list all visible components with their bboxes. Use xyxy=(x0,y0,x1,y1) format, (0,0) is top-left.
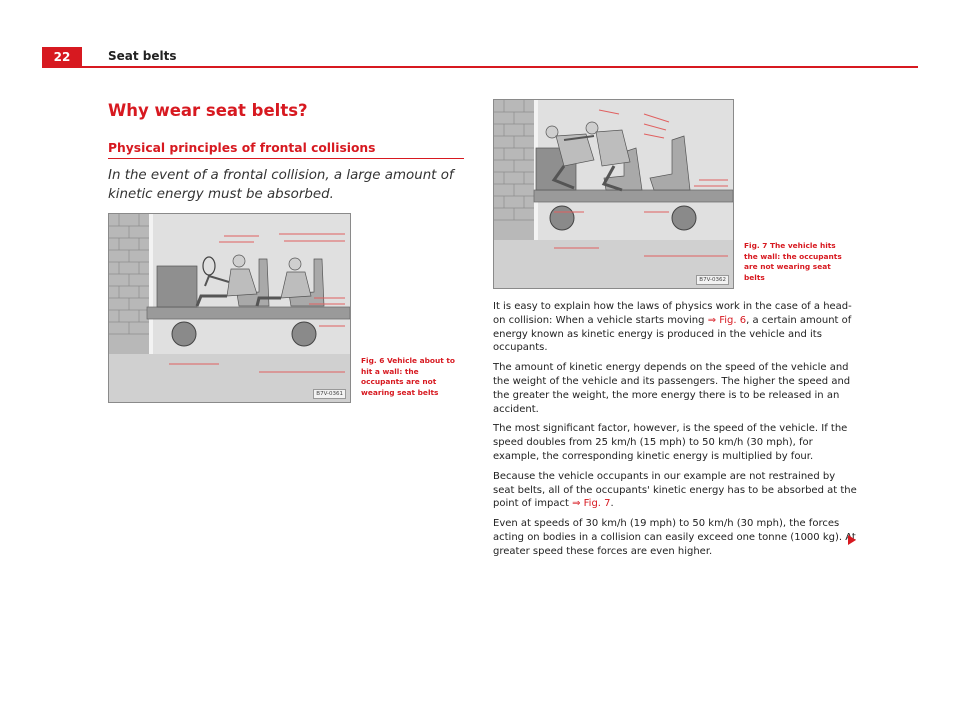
paragraph-4-text-end: . xyxy=(610,498,614,510)
figure-7-caption: Fig. 7 The vehicle hits the wall: the occupants are not wearing seat belts xyxy=(744,241,842,282)
vehicle-impact-drawing xyxy=(494,100,733,288)
figure-7-code: B7V-0362 xyxy=(696,275,729,285)
page-title: Why wear seat belts? xyxy=(108,101,308,120)
paragraph-1 xyxy=(493,300,858,355)
intro-text: In the event of a frontal collision, a large amount of kinetic energy must be absorbed. xyxy=(108,168,454,202)
paragraph-2-text: The amount of kinetic energy depends on the speed of the vehicle and the weight of the vehicle and its passengers. The higher the speed and the greater the weight, the more energy there is to be released in an accident. xyxy=(493,362,851,415)
paragraph-1-text-end: , a certain amount of energy known as kinetic energy is produced in the vehicle and its occupants. xyxy=(493,314,852,354)
section-title: Seat belts xyxy=(108,49,177,63)
figure-6-code: B7V-0361 xyxy=(313,389,346,399)
subheading-rule xyxy=(108,158,464,159)
paragraph-4 xyxy=(493,470,858,511)
body-text xyxy=(493,300,858,565)
paragraph-5 xyxy=(493,517,858,558)
paragraph-3-text: The most significant factor, however, is the speed of the vehicle. If the speed doubles from 25 km/h (15 mph) to 50 km/h (30 mph), for example, the corresponding kinetic energy is multiplied by four. xyxy=(493,423,848,462)
header-rule xyxy=(42,66,918,68)
subheading: Physical principles of frontal collisions xyxy=(108,141,376,155)
page-number: 22 xyxy=(42,47,82,67)
paragraph-2 xyxy=(493,361,858,416)
paragraph-5-text: Even at speeds of 30 km/h (19 mph) to 50 km/h (30 mph), the forces acting on bodies in a collision can easily exceed one tonne (1000 kg). At greater speed these forces are even higher. xyxy=(493,518,856,557)
figure-6-reference-link[interactable]: ⇒ Fig. 6 xyxy=(707,314,747,326)
vehicle-before-impact-drawing xyxy=(109,214,350,402)
figure-6-caption: Fig. 6 Vehicle about to hit a wall: the occupants are not wearing seat belts xyxy=(361,356,455,397)
figure-7-illustration xyxy=(493,99,734,289)
paragraph-3 xyxy=(493,422,858,463)
continue-arrow-icon xyxy=(848,535,856,545)
paragraph-1-text: It is easy to explain how the laws of physics work in the case of a head-on collision: When a vehicle starts moving xyxy=(493,301,852,326)
figure-6-illustration xyxy=(108,213,351,403)
figure-7-reference-link[interactable]: ⇒ Fig. 7 xyxy=(572,498,611,510)
paragraph-4-text: Because the vehicle occupants in our example are not restrained by seat belts, all of the occupants' kinetic energy has to be absorbed at the point of impact xyxy=(493,470,857,510)
